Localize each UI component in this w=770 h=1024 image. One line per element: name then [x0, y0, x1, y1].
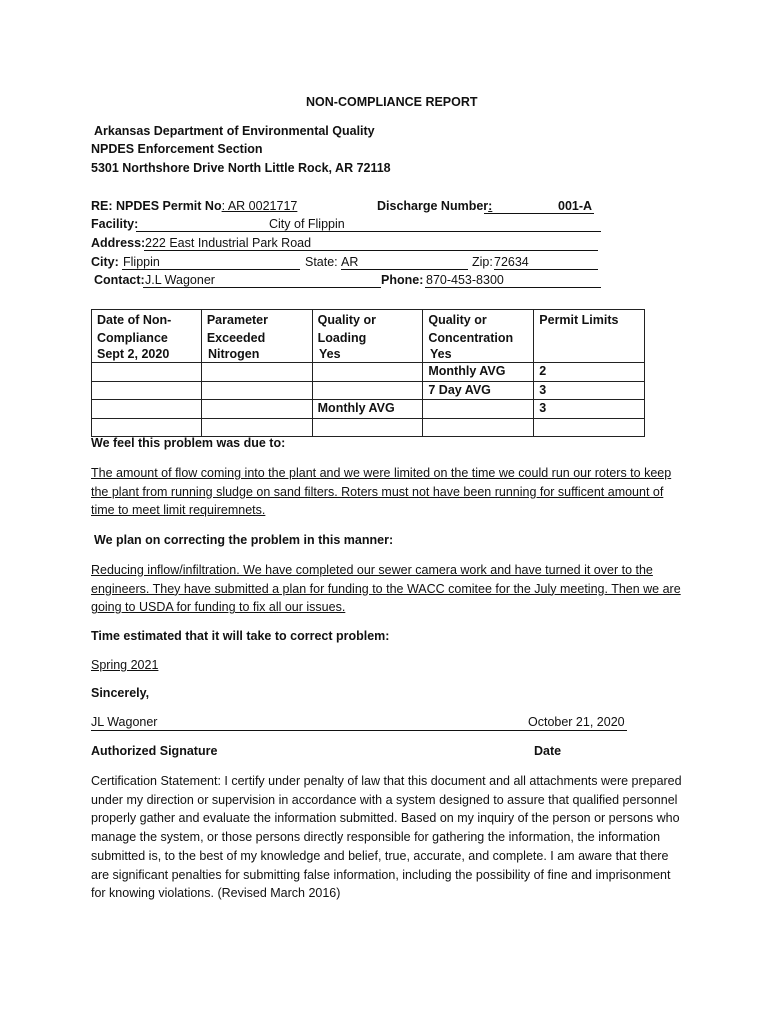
table-cell: 7 Day AVG — [423, 381, 534, 400]
permit-number: : AR 0021717 — [221, 199, 298, 213]
table-header-cell: Permit Limits — [534, 310, 645, 363]
city-value: Flippin — [123, 255, 160, 269]
contact-value: J.L Wagoner — [145, 273, 215, 287]
page-title: NON-COMPLIANCE REPORT — [306, 95, 478, 109]
signature-label: Authorized Signature — [91, 744, 218, 758]
agency-section: NPDES Enforcement Section — [91, 142, 263, 156]
phone-value: 870-453-8300 — [426, 273, 504, 287]
city-label: City: — [91, 255, 119, 269]
state-value: AR — [341, 255, 359, 269]
cause-text: The amount of flow coming into the plant and we were limited on the time we could run our roters to keep the plant from running sludge on sand filters. Roters must not have been running for sufficent amount of time to meet limit requiremnets. — [91, 466, 672, 518]
address-label: Address: — [91, 236, 146, 250]
table-cell — [534, 418, 645, 437]
table-cell — [312, 381, 423, 400]
table-cell: 2 — [534, 363, 645, 382]
discharge-number: 001-A — [558, 199, 593, 213]
table-cell — [312, 418, 423, 437]
quality-concentration: Yes — [430, 347, 452, 361]
zip-label: Zip: — [472, 255, 493, 269]
table-cell — [92, 363, 202, 382]
discharge-label: Discharge Number: — [377, 199, 493, 213]
parameter-exceeded: Nitrogen — [208, 347, 260, 361]
state-label: State: — [305, 255, 338, 269]
time-heading: Time estimated that it will take to correct problem: — [91, 629, 390, 643]
noncompliance-table — [91, 309, 645, 437]
table-cell: 3 — [534, 381, 645, 400]
table-header-cell: Parameter Exceeded — [201, 310, 312, 363]
table-cell: Monthly AVG — [423, 363, 534, 382]
contact-label: Contact: — [94, 273, 145, 287]
noncompliance-date: Sept 2, 2020 — [97, 347, 170, 361]
table-cell — [201, 381, 312, 400]
table-header-cell: Date of Non-Compliance — [92, 310, 202, 363]
permit-line — [91, 199, 297, 213]
table-row — [92, 381, 645, 400]
table-cell — [312, 363, 423, 382]
table-header-cell: Quality or Loading — [312, 310, 423, 363]
plan-text: Reducing inflow/infiltration. We have completed our sewer camera work and have turned it over to the engineers. They have submitted a plan for funding to the WACC comitee for the July meeting. Then we are going to USDA for funding to fix all our issues. — [91, 563, 681, 615]
closing: Sincerely, — [91, 686, 150, 700]
agency-name: Arkansas Department of Environmental Quality — [94, 124, 375, 138]
table-cell — [201, 400, 312, 419]
table-cell — [92, 418, 202, 437]
address-value: 222 East Industrial Park Road — [145, 236, 312, 250]
facility-value: City of Flippin — [269, 217, 345, 231]
date-label: Date — [534, 744, 562, 758]
plan-heading: We plan on correcting the problem in this manner: — [94, 533, 394, 547]
table-cell — [201, 418, 312, 437]
table-row — [92, 418, 645, 437]
phone-label: Phone: — [381, 273, 424, 287]
facility-label: Facility: — [91, 217, 139, 231]
time-value: Spring 2021 — [91, 658, 159, 672]
table-cell: Monthly AVG — [312, 400, 423, 419]
table-cell — [92, 400, 202, 419]
certification-statement: Certification Statement: I certify under penalty of law that this document and all attachments were prepared under my direction or supervision in accordance with a system designed to assure that qualified personnel properly gather and evaluate the information submitted. Based on my inquiry of the person or persons who manage the system, or those persons directly responsible for gathering the information, the information submitted is, to the best of my knowledge and belief, true, accurate, and complete. I am aware that there are significant penalties for submitting false information, including the possibility of fine and imprisonment for knowing violations. (Revised March 2016) — [91, 774, 682, 901]
table-cell — [423, 400, 534, 419]
table-cell — [423, 418, 534, 437]
table-row — [92, 363, 645, 382]
quality-loading: Yes — [319, 347, 341, 361]
table-cell — [201, 363, 312, 382]
signature-date: October 21, 2020 — [528, 715, 625, 729]
permit-label: RE: NPDES Permit No — [91, 199, 222, 213]
table-cell: 3 — [534, 400, 645, 419]
table-header-row — [92, 310, 645, 363]
signature-name: JL Wagoner — [91, 715, 158, 729]
agency-address: 5301 Northshore Drive North Little Rock, AR 72118 — [91, 161, 391, 175]
table-row — [92, 400, 645, 419]
zip-value: 72634 — [494, 255, 529, 269]
discharge-label-text: Discharge Number — [377, 199, 489, 213]
cause-heading: We feel this problem was due to: — [91, 436, 286, 450]
table-cell — [92, 381, 202, 400]
table-header-cell: Quality or Concentration — [423, 310, 534, 363]
